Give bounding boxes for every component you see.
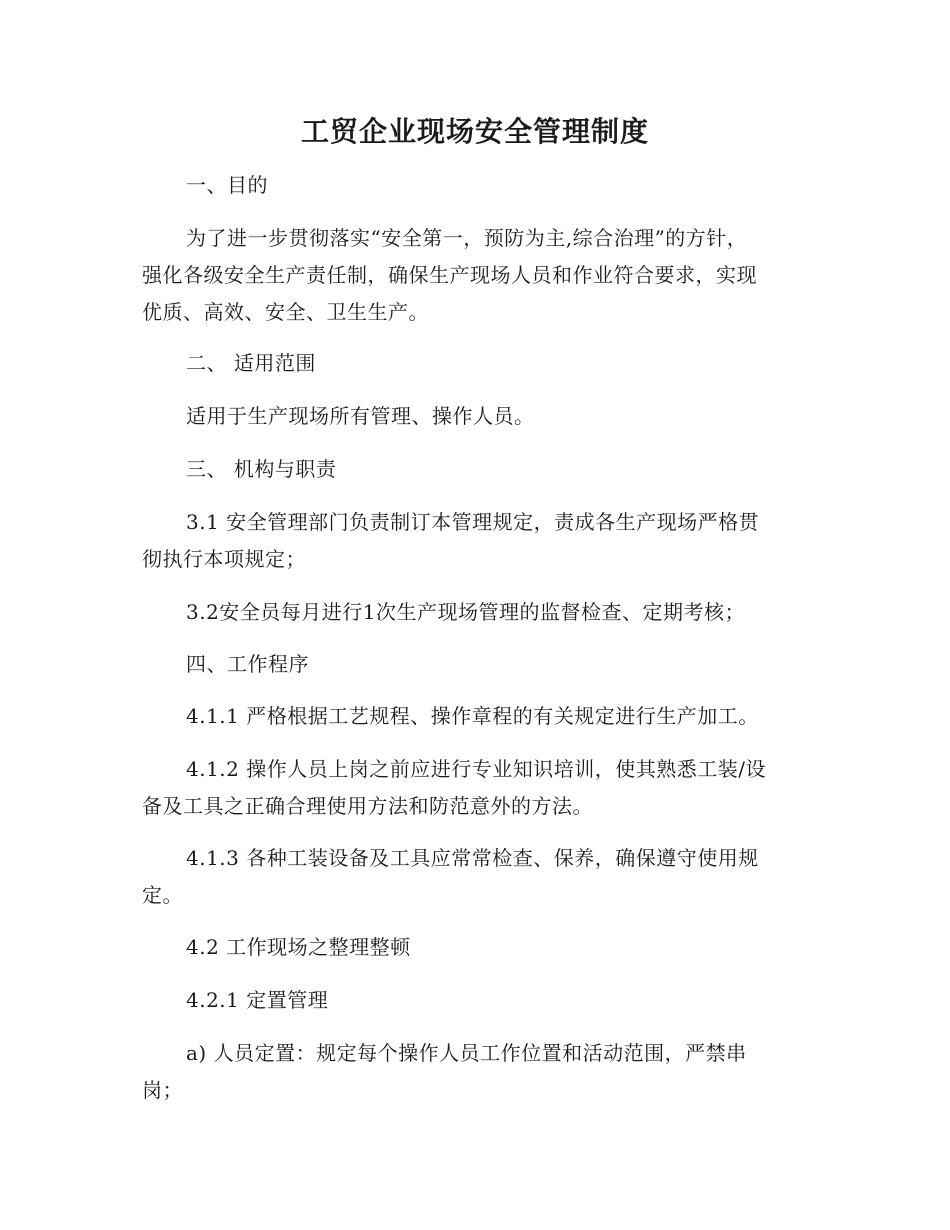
text-line: 4.1.2 操作人员上岗之前应进行专业知识培训，使其熟悉工装/设: [186, 757, 766, 781]
text-line: 优质、高效、安全、卫生生产。: [142, 300, 429, 324]
text-line: 为了进一步贯彻落实“安全第一，预防为主,综合治理”的方针，: [186, 226, 748, 250]
text-line: 一、目的: [186, 173, 268, 197]
paragraph-3-2: [142, 594, 802, 631]
text-line: 二、 适用范围: [186, 351, 316, 375]
heading-procedure: [142, 646, 802, 683]
text-line: 3.1 安全管理部门负责制订本管理规定，责成各生产现场严格贯: [186, 510, 760, 534]
document-title: 工贸企业现场安全管理制度: [300, 115, 649, 148]
text-line: 四、工作程序: [186, 652, 309, 676]
heading-purpose: [142, 167, 802, 204]
text-line: 备及工具之正确合理使用方法和防范意外的方法。: [142, 794, 593, 818]
paragraph-4-1-1: [142, 698, 802, 735]
text-line: 4.2 工作现场之整理整顿: [186, 935, 411, 959]
paragraph-4-1-3: [142, 840, 802, 914]
paragraph-purpose: [142, 220, 802, 331]
paragraph-scope: [142, 398, 802, 435]
text-line: 4.2.1 定置管理: [186, 988, 329, 1012]
text-line: 3.2安全员每月进行1次生产现场管理的监督检查、定期考核；: [186, 600, 746, 624]
heading-4-2: [142, 929, 802, 966]
text-line: 4.1.3 各种工装设备及工具应常常检查、保养，确保遵守使用规: [186, 846, 759, 870]
heading-4-2-1: [142, 982, 802, 1019]
paragraph-4-1-2: [142, 751, 802, 825]
text-line: 三、 机构与职责: [186, 457, 337, 481]
heading-scope: [142, 345, 802, 382]
text-line: 岗；: [142, 1078, 183, 1102]
paragraph-3-1: [142, 504, 802, 578]
text-line: a) 人员定置：规定每个操作人员工作位置和活动范围，严禁串: [186, 1041, 747, 1065]
text-line: 彻执行本项规定；: [142, 547, 306, 571]
paragraph-a: [142, 1035, 802, 1109]
text-line: 强化各级安全生产责任制，确保生产现场人员和作业符合要求，实现: [142, 263, 757, 287]
text-line: 4.1.1 严格根据工艺规程、操作章程的有关规定进行生产加工。: [186, 704, 759, 728]
text-line: 定。: [142, 883, 183, 907]
heading-organization: [142, 451, 802, 488]
text-line: 适用于生产现场所有管理、操作人员。: [186, 404, 535, 428]
